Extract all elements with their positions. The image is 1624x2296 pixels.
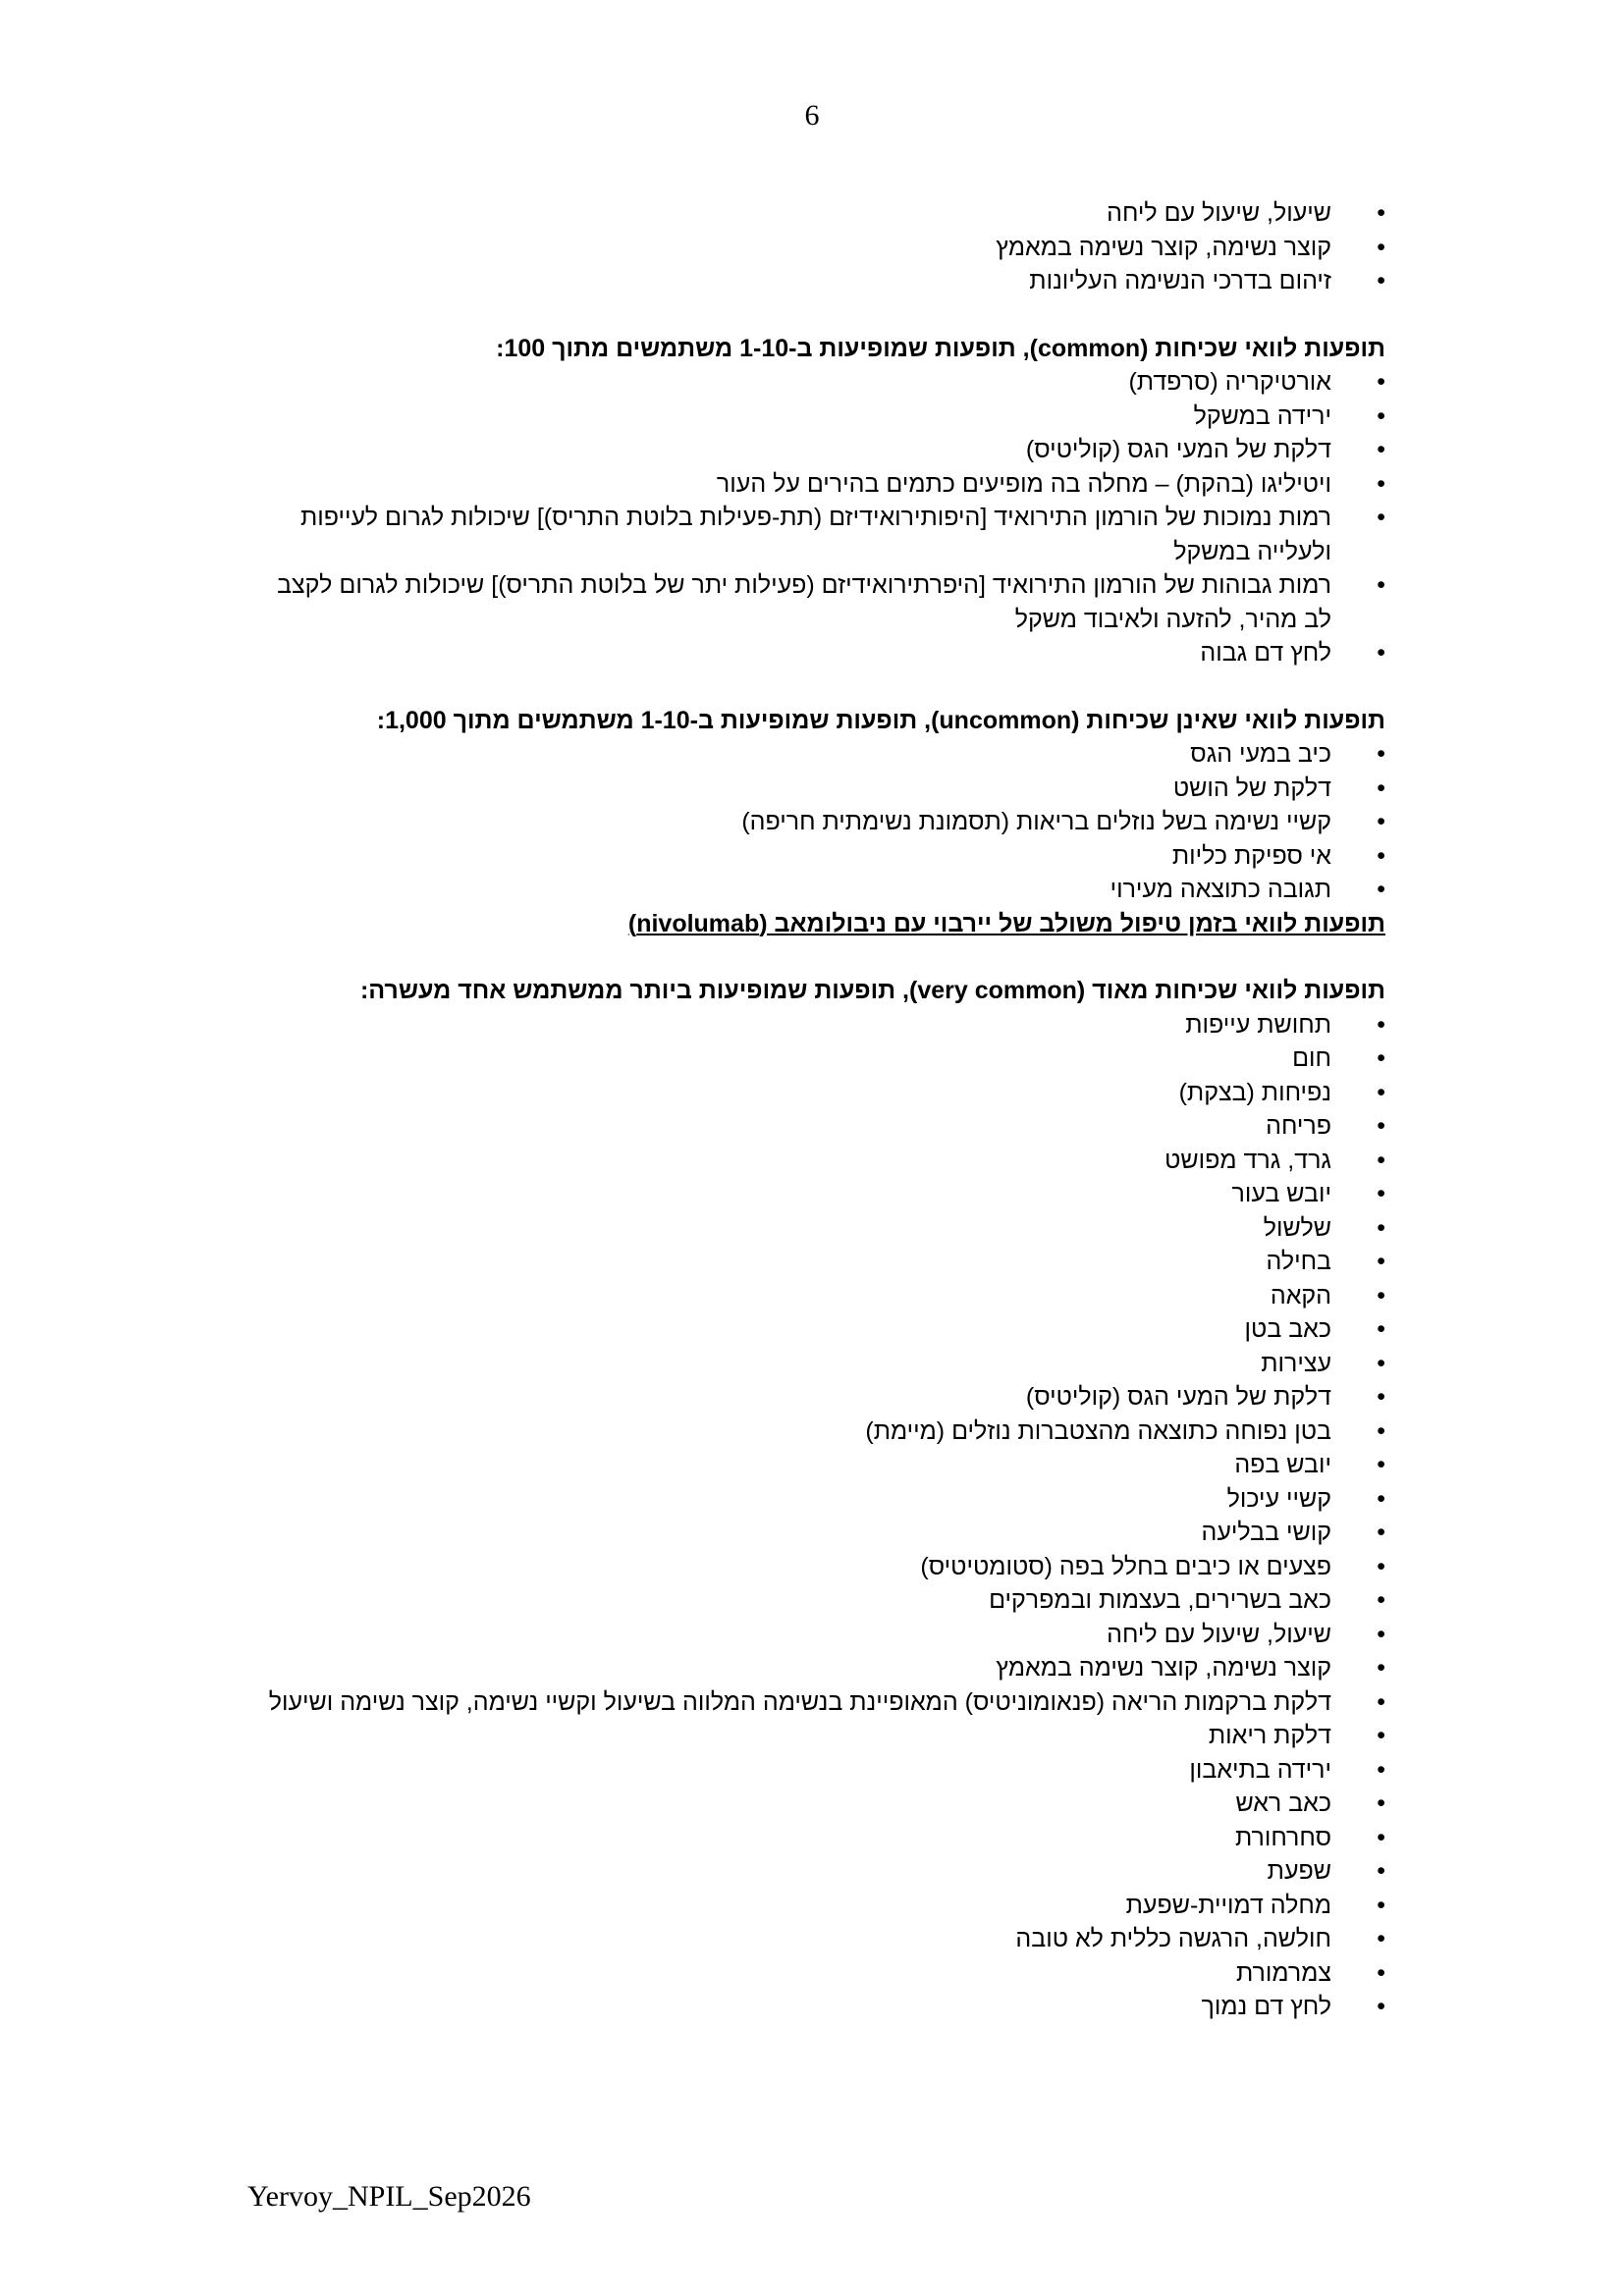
- list-item: • דלקת ברקמות הריאה (פנאומוניטיס) המאופיינת בנשימה המלווה בשיעול וקשיי נשימה, קוצר נשימה ושיעול: [256, 1685, 1385, 1720]
- list-item: • תחושת עייפות: [256, 1008, 1385, 1042]
- list-item: • שפעת: [256, 1854, 1385, 1889]
- uncommon-heading: תופעות לוואי שאינן שכיחות (uncommon), תופעות שמופיעות ב-1-10 משתמשים מתוך 1,000:: [376, 706, 1385, 734]
- list-item: • סחרחורת: [256, 1821, 1385, 1855]
- list-item: • אי ספיקת כליות: [256, 839, 1385, 874]
- list-item: • כאב בטן: [256, 1312, 1385, 1347]
- uncommon-list: [256, 737, 1385, 907]
- list-item: • יובש בפה: [256, 1448, 1385, 1482]
- list-item: • ויטיליגו (בהקת) – מחלה בה מופיעים כתמים בהירים על העור: [256, 467, 1385, 502]
- list-item: • כיב במעי הגס: [256, 737, 1385, 772]
- list-item: • נפיחות (בצקת): [256, 1076, 1385, 1110]
- list-item: • רמות גבוהות של הורמון התירואיד [היפרתירואידיזם (פעילות יתר של בלוטת התריס)] שיכולות לגרום לקצב לב מהיר, להזעה ולאיבוד משקל: [256, 568, 1385, 636]
- list-item: • קוצר נשימה, קוצר נשימה במאמץ: [256, 1651, 1385, 1685]
- list-item: • שיעול, שיעול עם ליחה: [256, 196, 1385, 231]
- list-item: • תגובה כתוצאה מעירוי: [256, 873, 1385, 907]
- list-item: • כאב בשרירים, בעצמות ובמפרקים: [256, 1583, 1385, 1618]
- list-item: • קשיי נשימה בשל נוזלים בריאות (תסמונת נשימתית חריפה): [256, 805, 1385, 839]
- list-item: • רמות נמוכות של הורמון התירואיד [היפותירואידיזם (תת-פעילות בלוטת התריס)] שיכולות לגרום לעייפות ולעלייה במשקל: [256, 501, 1385, 568]
- list-item: • יובש בעור: [256, 1177, 1385, 1211]
- list-item: • ירידה בתיאבון: [256, 1753, 1385, 1788]
- list-item: • לחץ דם נמוך: [256, 1990, 1385, 2024]
- very-common-list: [256, 1008, 1385, 2024]
- list-item: • לחץ דם גבוה: [256, 636, 1385, 670]
- list-item: • דלקת ריאות: [256, 1719, 1385, 1753]
- list-item: • שיעול, שיעול עם ליחה: [256, 1618, 1385, 1652]
- list-item: • בטן נפוחה כתוצאה מהצטברות נוזלים (מיימת): [256, 1415, 1385, 1449]
- list-item: • ירידה במשקל: [256, 400, 1385, 434]
- list-item: • קשיי עיכול: [256, 1482, 1385, 1517]
- list-item: • צמרמורת: [256, 1956, 1385, 1991]
- list-item: • גרד, גרד מפושט: [256, 1144, 1385, 1178]
- list-item: • זיהום בדרכי הנשימה העליונות: [256, 264, 1385, 298]
- combo-section-title: תופעות לוואי בזמן טיפול משולב של יירבוי עם ניבולומאב (nivolumab): [627, 909, 1385, 937]
- common-list: [256, 365, 1385, 670]
- page-number: 6: [804, 99, 820, 132]
- leaflet-content: [256, 196, 1385, 2024]
- list-item: • הקאה: [256, 1279, 1385, 1313]
- common-heading: תופעות לוואי שכיחות (common), תופעות שמופיעות ב-1-10 משתמשים מתוך 100:: [496, 334, 1385, 362]
- footer-doc-id: Yervoy_NPIL_Sep2026: [247, 2180, 531, 2213]
- list-item: • שלשול: [256, 1211, 1385, 1246]
- list-item: • קוצר נשימה, קוצר נשימה במאמץ: [256, 231, 1385, 265]
- list-item: • קושי בבליעה: [256, 1516, 1385, 1550]
- list-item: • בחילה: [256, 1245, 1385, 1279]
- list-item: • דלקת של המעי הגס (קוליטיס): [256, 1380, 1385, 1415]
- list-item: • כאב ראש: [256, 1787, 1385, 1821]
- list-item: • חולשה, הרגשה כללית לא טובה: [256, 1922, 1385, 1956]
- list-item: • אורטיקריה (סרפדת): [256, 365, 1385, 400]
- intro-list: [256, 196, 1385, 298]
- list-item: • מחלה דמויית-שפעת: [256, 1889, 1385, 1923]
- list-item: • דלקת של הושט: [256, 772, 1385, 806]
- list-item: • עצירות: [256, 1347, 1385, 1381]
- list-item: • חום: [256, 1041, 1385, 1076]
- list-item: • פצעים או כיבים בחלל בפה (סטומטיטיס): [256, 1550, 1385, 1584]
- list-item: • דלקת של המעי הגס (קוליטיס): [256, 433, 1385, 467]
- list-item: • פריחה: [256, 1109, 1385, 1144]
- very-common-heading: תופעות לוואי שכיחות מאוד (very common), תופעות שמופיעות ביותר ממשתמש אחד מעשרה:: [359, 977, 1385, 1004]
